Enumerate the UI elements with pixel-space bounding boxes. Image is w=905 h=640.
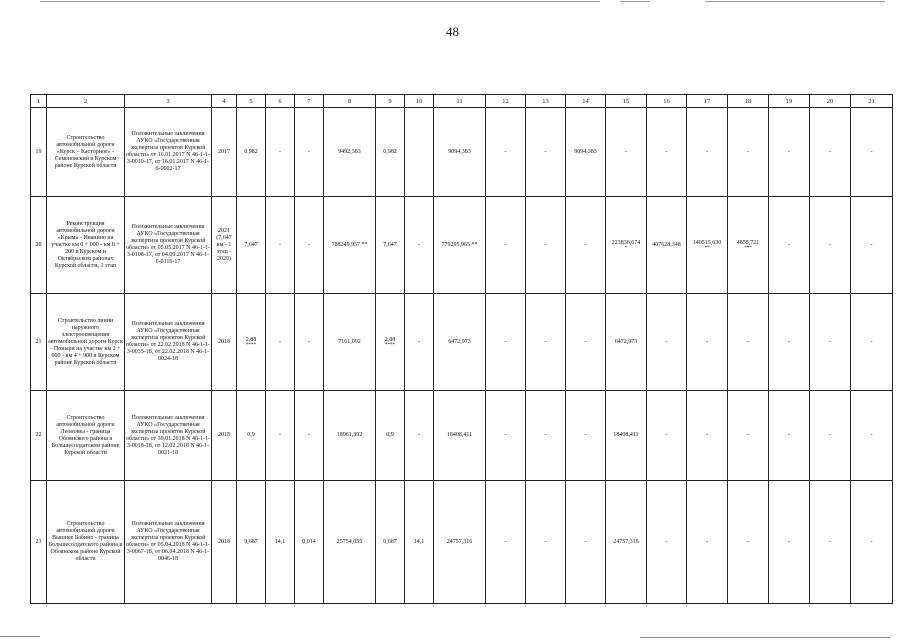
cell-value: -	[418, 338, 420, 345]
cell-c3	[125, 481, 212, 604]
cell-value: Положительные заключения АУКО «Государственная экспертиза проектов Курской области» от 30.01.2018 N 46-1-1-3-0018-18, от 12.02.2018 N 46-1-0021-18	[126, 414, 210, 456]
cell-value: 0,9	[247, 432, 255, 438]
cell-c2	[47, 197, 125, 294]
cell-c18	[728, 108, 769, 197]
cell-value: -	[788, 538, 790, 545]
cell-c14	[566, 197, 606, 294]
cell-c20	[810, 391, 851, 481]
cell-value: -	[747, 538, 749, 545]
cell-c18	[728, 391, 769, 481]
cell-c13	[526, 108, 566, 197]
cell-c11	[434, 391, 486, 481]
cell-value: 25754,055	[336, 538, 363, 545]
cell-c19	[769, 481, 810, 604]
cell-c7	[295, 294, 324, 391]
cell-value: -	[870, 538, 873, 545]
cell-value: 6472,973	[448, 338, 471, 345]
cell-c16	[647, 294, 687, 391]
cell-c18	[728, 197, 769, 294]
cell-value: 6472,973	[614, 338, 638, 345]
cell-value: -	[829, 538, 831, 545]
header-cell: 1	[31, 95, 47, 108]
header-cell: 9	[376, 95, 405, 108]
cell-value: 18408,411	[446, 432, 473, 438]
cell-value: -	[829, 241, 831, 248]
cell-value: -	[870, 432, 873, 438]
cell-c2	[47, 481, 125, 604]
cell-value: 2018	[218, 538, 230, 545]
cell-c11	[434, 197, 486, 294]
cell-value: 9,687	[244, 538, 258, 545]
cell-value: -	[829, 432, 831, 438]
cell-value: 22	[35, 432, 42, 438]
cell-c6	[266, 294, 295, 391]
cell-c10	[405, 294, 434, 391]
cell-value: Положительные заключения АУКО «Государственная экспертиза проектов Курской области» от 05.05.2017 N 46-1-1-3-0108-17, от 04.09.2017 N 46-1-6-0116-17	[126, 224, 210, 265]
cell-c17	[687, 481, 728, 604]
cell-c7	[295, 108, 324, 197]
cell-value: Строительство автомобильной дороги «Курск – Касторное» - Семеновский в Курском районе Курской области	[54, 134, 117, 169]
cell-value: 2017	[218, 148, 230, 155]
cell-value: -	[665, 338, 668, 345]
cell-value: -	[706, 538, 708, 545]
cell-c5	[237, 108, 266, 197]
cell-c5	[237, 481, 266, 604]
cell-c16	[647, 108, 687, 197]
cell-value: 223836,674	[611, 239, 641, 246]
cell-value: -	[544, 148, 547, 155]
header-cell: 5	[237, 95, 266, 108]
cell-value: 9094,383	[574, 148, 597, 155]
cell-value: -	[544, 338, 547, 345]
cell-value: -	[788, 241, 790, 248]
cell-c15	[606, 108, 647, 197]
cell-value: 2,88	[245, 336, 257, 343]
cell-c2	[47, 294, 125, 391]
cell-value: Строительство автомобильной дороги Леоновка - граница Обоянского района в Большесолдатском районе Курской области	[51, 414, 120, 456]
cell-c21	[851, 197, 893, 294]
cell-c15	[606, 197, 647, 294]
cell-value: 19	[35, 148, 42, 155]
cell-value: 9492,383	[338, 148, 361, 155]
cell-c5	[237, 391, 266, 481]
cell-value: -	[706, 432, 708, 438]
header-cell: 10	[405, 95, 434, 108]
cell-c15	[606, 481, 647, 604]
cell-c16	[647, 197, 687, 294]
cell-value: -	[308, 432, 310, 438]
cell-c14	[566, 481, 606, 604]
cell-value: -	[544, 538, 547, 545]
cell-value: -	[870, 241, 873, 248]
cell-c4	[212, 391, 237, 481]
cell-value: -	[665, 538, 668, 545]
page-number: 48	[446, 24, 459, 39]
cell-value: Реконструкция автомобильной дороги «Крым» - Иванино на участке км 0 + 000 - км 8 + 200 в Курском и Октябрьском районах Курской области, 1 этап	[51, 220, 120, 269]
cell-c16	[647, 481, 687, 604]
cell-value: 788249,957 **	[331, 241, 368, 248]
cell-c14	[566, 391, 606, 481]
cell-value: Положительные заключения АУКО «Государственная экспертиза проектов Курской области» от 22.02.2018 N 46-1-1-3-0035-18, от 22.02.2018 N 46-1-0024-18	[126, 321, 210, 362]
cell-c4	[212, 481, 237, 604]
cell-c6	[266, 391, 295, 481]
cell-value: 0,982	[244, 148, 258, 155]
cell-value: -	[584, 241, 587, 248]
cell-c14	[566, 108, 606, 197]
cell-c19	[769, 391, 810, 481]
cell-c10	[405, 108, 434, 197]
cell-c8	[324, 481, 376, 604]
cell-c3	[125, 197, 212, 294]
cell-value: -	[625, 148, 627, 155]
cell-c7	[295, 391, 324, 481]
cell-c18	[728, 481, 769, 604]
cell-value: 23	[35, 538, 42, 545]
cell-value: -	[544, 432, 547, 438]
cell-value: 2,88	[384, 336, 396, 343]
cell-c1	[31, 481, 47, 604]
cell-c21	[851, 108, 893, 197]
cell-c8	[324, 108, 376, 197]
header-cell: 19	[769, 95, 810, 108]
cell-value: 4855,721	[736, 239, 760, 246]
cell-c17	[687, 197, 728, 294]
cell-value: -	[279, 148, 281, 155]
cell-c17	[687, 108, 728, 197]
cell-c16	[647, 391, 687, 481]
cell-c11	[434, 294, 486, 391]
cell-c12	[486, 108, 526, 197]
cell-c10	[405, 391, 434, 481]
cell-value: -	[504, 148, 507, 155]
cell-c10	[405, 197, 434, 294]
cell-c13	[526, 391, 566, 481]
cell-value: 407628,348	[652, 241, 681, 248]
cell-value: 24757,316	[613, 538, 639, 545]
cell-c9	[376, 108, 405, 197]
cell-value: -	[747, 432, 749, 438]
cell-c5	[237, 197, 266, 294]
cell-value: -	[665, 432, 668, 438]
cell-value: 24757,316	[446, 538, 473, 545]
cell-c11	[434, 481, 486, 604]
cell-c15	[606, 391, 647, 481]
cell-c21	[851, 481, 893, 604]
cell-c9	[376, 294, 405, 391]
cell-value: 0,014	[302, 538, 316, 545]
cell-c20	[810, 294, 851, 391]
cell-value: 21	[35, 338, 42, 345]
cell-value: Положительные заключения АУКО «Государственная экспертиза проектов Курской области» от 05.04.2018 N 46-1-1-3-0067-18, от 06.04.2018 N 46-1-0046-18	[126, 521, 210, 562]
cell-value: -	[279, 432, 281, 438]
cell-value: -	[747, 148, 749, 155]
cell-value: -	[870, 148, 873, 155]
cell-value: -	[504, 338, 507, 345]
cell-value: -	[418, 241, 420, 248]
cell-value: -	[665, 148, 668, 155]
header-cell: 20	[810, 95, 851, 108]
cell-value: -	[788, 432, 790, 438]
cell-c1	[31, 294, 47, 391]
cell-value: -	[706, 338, 708, 345]
cell-c20	[810, 108, 851, 197]
header-cell: 4	[212, 95, 237, 108]
cell-value: Строительство линии наружного электроосвещения автомобильной дороги Курск - Поныри на участке км 2 + 000 - км 4 + 900 в Курском районе Курской области	[48, 317, 123, 366]
header-cell: 14	[566, 95, 606, 108]
cell-c15	[606, 294, 647, 391]
cell-c10	[405, 481, 434, 604]
header-cell: 15	[606, 95, 647, 108]
cell-c5	[237, 294, 266, 391]
cell-value: 18408,411	[613, 432, 639, 438]
cell-c7	[295, 197, 324, 294]
cell-value: -	[829, 148, 831, 155]
cell-c1	[31, 108, 47, 197]
cell-c17	[687, 391, 728, 481]
cell-c8	[324, 294, 376, 391]
cell-value: -	[308, 241, 310, 248]
table-row	[31, 108, 893, 197]
cell-value: -	[584, 538, 587, 545]
cell-c13	[526, 197, 566, 294]
cell-value: 779295,965 **	[441, 241, 478, 248]
cell-value: -	[788, 338, 790, 345]
cell-value: 7,647	[383, 241, 397, 248]
cell-value: -	[308, 148, 310, 155]
cell-value: -	[584, 338, 587, 345]
cell-c4	[212, 294, 237, 391]
cell-value: -	[418, 432, 420, 438]
cell-c12	[486, 391, 526, 481]
cell-value: -	[747, 338, 749, 345]
cell-c19	[769, 294, 810, 391]
cell-c17	[687, 294, 728, 391]
header-cell: 16	[647, 95, 687, 108]
cell-c1	[31, 391, 47, 481]
cell-c14	[566, 294, 606, 391]
cell-c12	[486, 481, 526, 604]
cell-value: 0,982	[383, 148, 397, 155]
header-cell: 13	[526, 95, 566, 108]
footnote-mark: ***	[744, 245, 752, 251]
cell-value: 9094,383	[448, 148, 471, 155]
cell-c18	[728, 294, 769, 391]
cell-c9	[376, 197, 405, 294]
cell-c6	[266, 197, 295, 294]
cell-c8	[324, 197, 376, 294]
footnote-mark: *	[624, 245, 628, 251]
cell-c20	[810, 481, 851, 604]
table-row	[31, 197, 893, 294]
cell-c19	[769, 108, 810, 197]
table-header-row	[31, 95, 893, 108]
cell-c6	[266, 481, 295, 604]
cell-c4	[212, 197, 237, 294]
cell-value: 20	[35, 241, 42, 248]
header-cell: 2	[47, 95, 125, 108]
scan-edge-bottom	[0, 634, 905, 640]
table-row	[31, 391, 893, 481]
cell-c6	[266, 108, 295, 197]
cell-c13	[526, 294, 566, 391]
cell-c8	[324, 391, 376, 481]
cell-c9	[376, 481, 405, 604]
cell-value: 7,647	[244, 241, 258, 248]
cell-value: -	[279, 338, 281, 345]
footnote-mark: **	[704, 245, 710, 251]
table-row	[31, 481, 893, 604]
footnote-mark: ****	[385, 342, 395, 348]
cell-value: 2021 (7,647 км - 1 этап - 2020)	[216, 227, 232, 262]
cell-c11	[434, 108, 486, 197]
cell-value: -	[788, 148, 790, 155]
cell-value: 14,1	[274, 538, 286, 545]
table-row	[31, 294, 893, 391]
header-cell: 6	[266, 95, 295, 108]
cell-value: Положительные заключения АУКО «Государственная экспертиза проектов Курской области» от 16.01.2017 N 46-1-1-3-0010-17, от 16.01.2017 N 46-1-6-0002-17	[126, 131, 210, 172]
footnote-mark: ****	[246, 342, 256, 348]
cell-value: -	[870, 338, 873, 345]
header-cell: 7	[295, 95, 324, 108]
cell-value: 0,687	[383, 538, 397, 545]
cell-value: -	[544, 241, 547, 248]
cell-value: 14,1	[413, 538, 425, 545]
cell-value: -	[504, 241, 507, 248]
cell-c19	[769, 197, 810, 294]
cell-c21	[851, 391, 893, 481]
cell-c3	[125, 294, 212, 391]
header-cell: 8	[324, 95, 376, 108]
cell-c12	[486, 197, 526, 294]
header-cell: 12	[486, 95, 526, 108]
cell-value: 7161,092	[338, 338, 361, 345]
cell-value: -	[829, 338, 831, 345]
cell-c2	[47, 108, 125, 197]
cell-value: 18961,392	[336, 432, 363, 438]
cell-value: -	[279, 241, 281, 248]
cell-value: -	[706, 148, 708, 155]
cell-value: 2018	[218, 338, 230, 345]
cell-value: -	[504, 538, 507, 545]
cell-value: 0,9	[386, 432, 394, 438]
cell-value: 2018	[218, 432, 230, 438]
scan-edge-top	[0, 0, 905, 4]
cell-c13	[526, 481, 566, 604]
header-cell: 18	[728, 95, 769, 108]
cell-c20	[810, 197, 851, 294]
cell-value: Строительство автомобильной дороги Вышнее Бабино - граница Большесолдатского района в Обоянском районе Курской области	[48, 521, 123, 562]
cell-value: -	[308, 338, 310, 345]
cell-c7	[295, 481, 324, 604]
cell-c2	[47, 391, 125, 481]
header-cell: 3	[125, 95, 212, 108]
cell-value: -	[504, 432, 507, 438]
cell-c21	[851, 294, 893, 391]
cell-value: -	[584, 432, 587, 438]
cell-c1	[31, 197, 47, 294]
program-table	[30, 94, 893, 604]
cell-value: 140515,630	[692, 239, 722, 246]
header-cell: 17	[687, 95, 728, 108]
cell-c12	[486, 294, 526, 391]
cell-c4	[212, 108, 237, 197]
header-cell: 11	[434, 95, 486, 108]
cell-c3	[125, 108, 212, 197]
cell-c3	[125, 391, 212, 481]
header-cell: 21	[851, 95, 893, 108]
cell-c9	[376, 391, 405, 481]
